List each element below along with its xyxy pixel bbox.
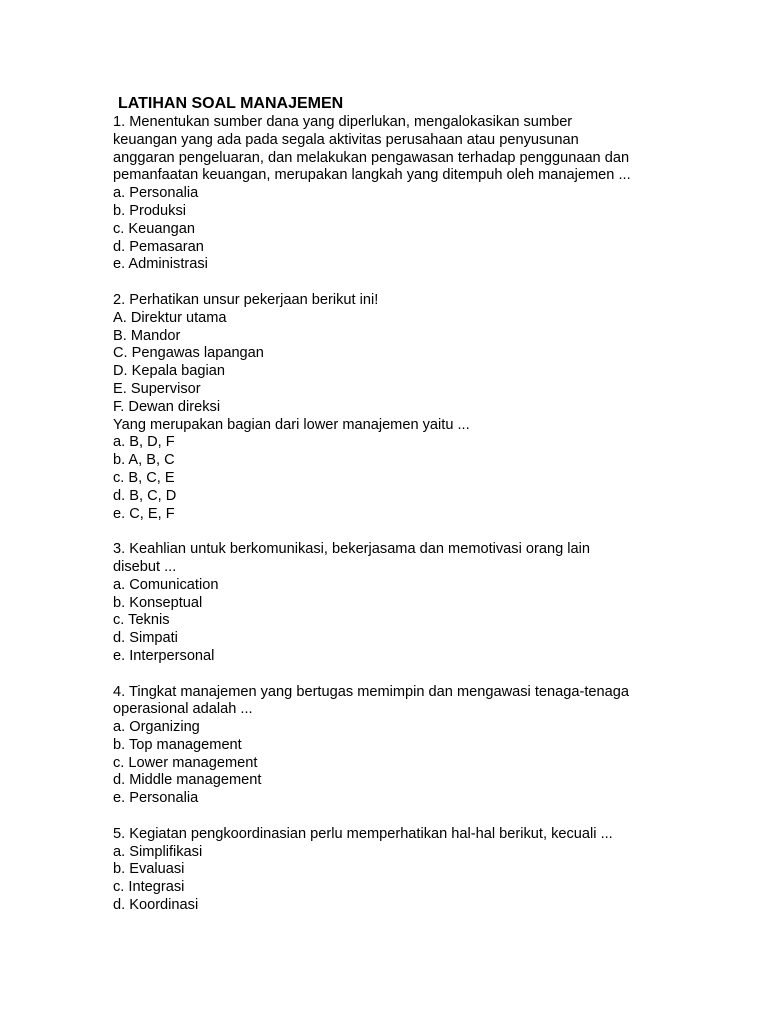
answer-option: d. B, C, D — [113, 487, 177, 504]
answer-option: a. Simplifikasi — [113, 843, 203, 860]
question-text-line: Yang merupakan bagian dari lower manajemen yaitu ... — [113, 416, 470, 433]
answer-option: a. Organizing — [113, 719, 200, 736]
question-text-line: F. Dewan direksi — [113, 398, 221, 415]
question-text-line: 4. Tingkat manajemen yang bertugas memimpin dan mengawasi tenaga-tenaga — [113, 683, 629, 700]
question-4 — [113, 684, 733, 809]
question-2 — [113, 292, 733, 523]
question-1 — [113, 114, 733, 274]
question-text-line: E. Supervisor — [113, 380, 201, 397]
answer-option: c. Teknis — [113, 612, 170, 629]
question-text-line: C. Pengawas lapangan — [113, 345, 264, 362]
answer-option: d. Pemasaran — [113, 238, 204, 255]
answer-option: c. Keuangan — [113, 220, 195, 237]
answer-option: e. Interpersonal — [113, 647, 215, 664]
question-text-line: 5. Kegiatan pengkoordinasian perlu memperhatikan hal-hal berikut, kecuali ... — [113, 825, 613, 842]
answer-option: b. A, B, C — [113, 452, 175, 469]
answer-option: d. Middle management — [113, 772, 262, 789]
answer-option: e. Administrasi — [113, 256, 208, 273]
question-text-line: B. Mandor — [113, 327, 181, 344]
answer-option: a. B, D, F — [113, 434, 175, 451]
question-text-line: pemanfaatan keuangan, merupakan langkah yang ditempuh oleh manajemen ... — [113, 167, 631, 184]
question-list — [113, 114, 733, 915]
answer-option: b. Konseptual — [113, 594, 203, 611]
question-3 — [113, 541, 733, 666]
question-text-line: A. Direktur utama — [113, 309, 227, 326]
answer-option: d. Simpati — [113, 630, 178, 647]
answer-option: b. Evaluasi — [113, 861, 185, 878]
answer-option: a. Comunication — [113, 576, 219, 593]
question-text-line: disebut ... — [113, 558, 177, 575]
answer-option: d. Koordinasi — [113, 897, 199, 914]
question-text-line: 1. Menentukan sumber dana yang diperlukan, mengalokasikan sumber — [113, 114, 573, 130]
answer-option: c. B, C, E — [113, 469, 175, 486]
question-text-line: 3. Keahlian untuk berkomunikasi, bekerjasama dan memotivasi orang lain — [113, 541, 590, 558]
question-text-line: D. Kepala bagian — [113, 363, 225, 380]
answer-option: c. Integrasi — [113, 879, 185, 896]
answer-option: b. Top management — [113, 736, 242, 753]
answer-option: e. Personalia — [113, 790, 199, 807]
document-title: LATIHAN SOAL MANAJEMEN — [118, 95, 344, 112]
answer-option: a. Personalia — [113, 185, 199, 202]
question-text-line: keuangan yang ada pada segala aktivitas perusahaan atau penyusunan — [113, 131, 579, 148]
answer-option: c. Lower management — [113, 754, 258, 771]
question-text-line: operasional adalah ... — [113, 701, 253, 718]
question-5 — [113, 826, 733, 915]
answer-option: e. C, E, F — [113, 505, 175, 522]
document-page — [113, 94, 733, 915]
answer-option: b. Produksi — [113, 202, 187, 219]
question-text-line: anggaran pengeluaran, dan melakukan pengawasan terhadap penggunaan dan — [113, 149, 630, 166]
question-text-line: 2. Perhatikan unsur pekerjaan berikut ini! — [113, 291, 379, 308]
